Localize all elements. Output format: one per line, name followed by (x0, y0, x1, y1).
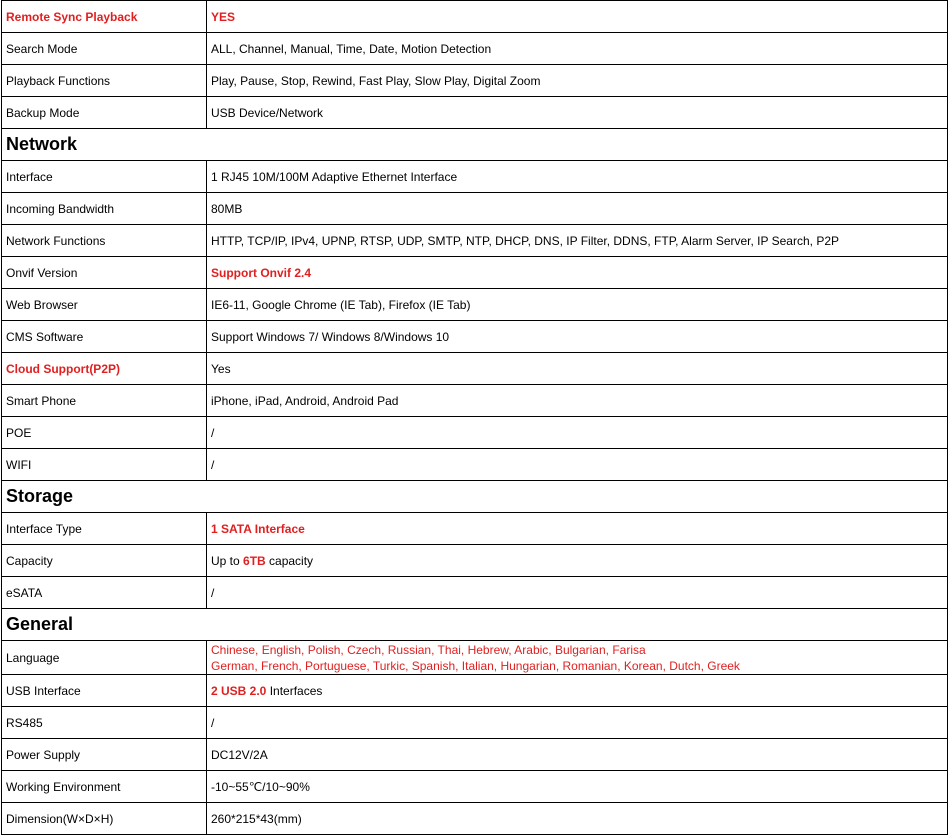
spec-value: 80MB (211, 201, 243, 216)
spec-label: Web Browser (2, 289, 207, 320)
spec-value: / (211, 585, 215, 600)
spec-label: Cloud Support(P2P) (2, 353, 207, 384)
row-playback-functions (1, 65, 948, 97)
spec-label: WIFI (2, 449, 207, 480)
row-web-browser (1, 289, 948, 321)
spec-value: Play, Pause, Stop, Rewind, Fast Play, Slow Play, Digital Zoom (211, 73, 541, 88)
spec-value: Support Windows 7/ Windows 8/Windows 10 (211, 329, 450, 344)
row-usb-interface (1, 675, 948, 707)
spec-value: / (211, 715, 215, 730)
spec-label: Remote Sync Playback (2, 1, 207, 32)
spec-value: 1 RJ45 10M/100M Adaptive Ethernet Interface (211, 169, 458, 184)
spec-value: YES (211, 9, 236, 24)
row-backup-mode (1, 97, 948, 129)
section-heading-storage: Storage (1, 481, 948, 513)
row-search-mode (1, 33, 948, 65)
usb-suffix: Interfaces (266, 683, 323, 698)
row-smart-phone (1, 385, 948, 417)
spec-value (207, 641, 947, 674)
row-language (1, 641, 948, 675)
spec-label: Search Mode (2, 33, 207, 64)
row-rs485 (1, 707, 948, 739)
row-network-functions (1, 225, 948, 257)
spec-label: Playback Functions (2, 65, 207, 96)
row-power-supply (1, 739, 948, 771)
row-cms-software (1, 321, 948, 353)
row-dimension (1, 803, 948, 835)
row-capacity (1, 545, 948, 577)
spec-label: Onvif Version (2, 257, 207, 288)
capacity-highlight: 6TB (243, 553, 266, 568)
spec-value: Support Onvif 2.4 (211, 265, 312, 280)
spec-value (207, 545, 947, 576)
row-onvif-version (1, 257, 948, 289)
spec-value: / (211, 457, 215, 472)
spec-label: Power Supply (2, 739, 207, 770)
row-cloud-support (1, 353, 948, 385)
language-line-1: Chinese, English, Polish, Czech, Russian, Thai, Hebrew, Arabic, Bulgarian, Farisa (211, 642, 646, 657)
row-interface (1, 161, 948, 193)
spec-value (207, 675, 947, 706)
spec-value: iPhone, iPad, Android, Android Pad (211, 393, 399, 408)
section-heading-network: Network (1, 129, 948, 161)
spec-label: Backup Mode (2, 97, 207, 128)
spec-value: 260*215*43(mm) (211, 811, 302, 826)
spec-value: ALL, Channel, Manual, Time, Date, Motion Detection (211, 41, 492, 56)
spec-label: Interface Type (2, 513, 207, 544)
spec-label: RS485 (2, 707, 207, 738)
usb-highlight: 2 USB 2.0 (211, 683, 267, 698)
spec-value: Yes (211, 361, 231, 376)
spec-label: Smart Phone (2, 385, 207, 416)
capacity-prefix: Up to (211, 553, 244, 568)
row-working-environment (1, 771, 948, 803)
spec-label: eSATA (2, 577, 207, 608)
spec-label: Network Functions (2, 225, 207, 256)
spec-label: USB Interface (2, 675, 207, 706)
spec-label: CMS Software (2, 321, 207, 352)
spec-value: -10~55℃/10~90% (211, 779, 310, 794)
row-wifi (1, 449, 948, 481)
language-line-2: German, French, Portuguese, Turkic, Spanish, Italian, Hungarian, Romanian, Korean, Dutch, Greek (211, 658, 740, 673)
spec-label: Dimension(W×D×H) (2, 803, 207, 834)
spec-value: USB Device/Network (211, 105, 324, 120)
row-incoming-bandwidth (1, 193, 948, 225)
capacity-suffix: capacity (265, 553, 314, 568)
spec-label: Capacity (2, 545, 207, 576)
spec-value: HTTP, TCP/IP, IPv4, UPNP, RTSP, UDP, SMTP, NTP, DHCP, DNS, IP Filter, DDNS, FTP, Alarm Server, IP Search, P2P (211, 233, 840, 248)
spec-value: / (211, 425, 215, 440)
spec-label: Interface (2, 161, 207, 192)
section-heading-general: General (1, 609, 948, 641)
spec-table (1, 0, 948, 835)
spec-value: IE6-11, Google Chrome (IE Tab), Firefox (IE Tab) (211, 297, 471, 312)
row-esata (1, 577, 948, 609)
row-poe (1, 417, 948, 449)
spec-value: 1 SATA Interface (211, 521, 305, 536)
row-interface-type (1, 513, 948, 545)
spec-label: Working Environment (2, 771, 207, 802)
row-remote-sync-playback (1, 1, 948, 33)
spec-value: DC12V/2A (211, 747, 268, 762)
spec-label: POE (2, 417, 207, 448)
spec-label: Incoming Bandwidth (2, 193, 207, 224)
spec-label: Language (2, 641, 207, 674)
